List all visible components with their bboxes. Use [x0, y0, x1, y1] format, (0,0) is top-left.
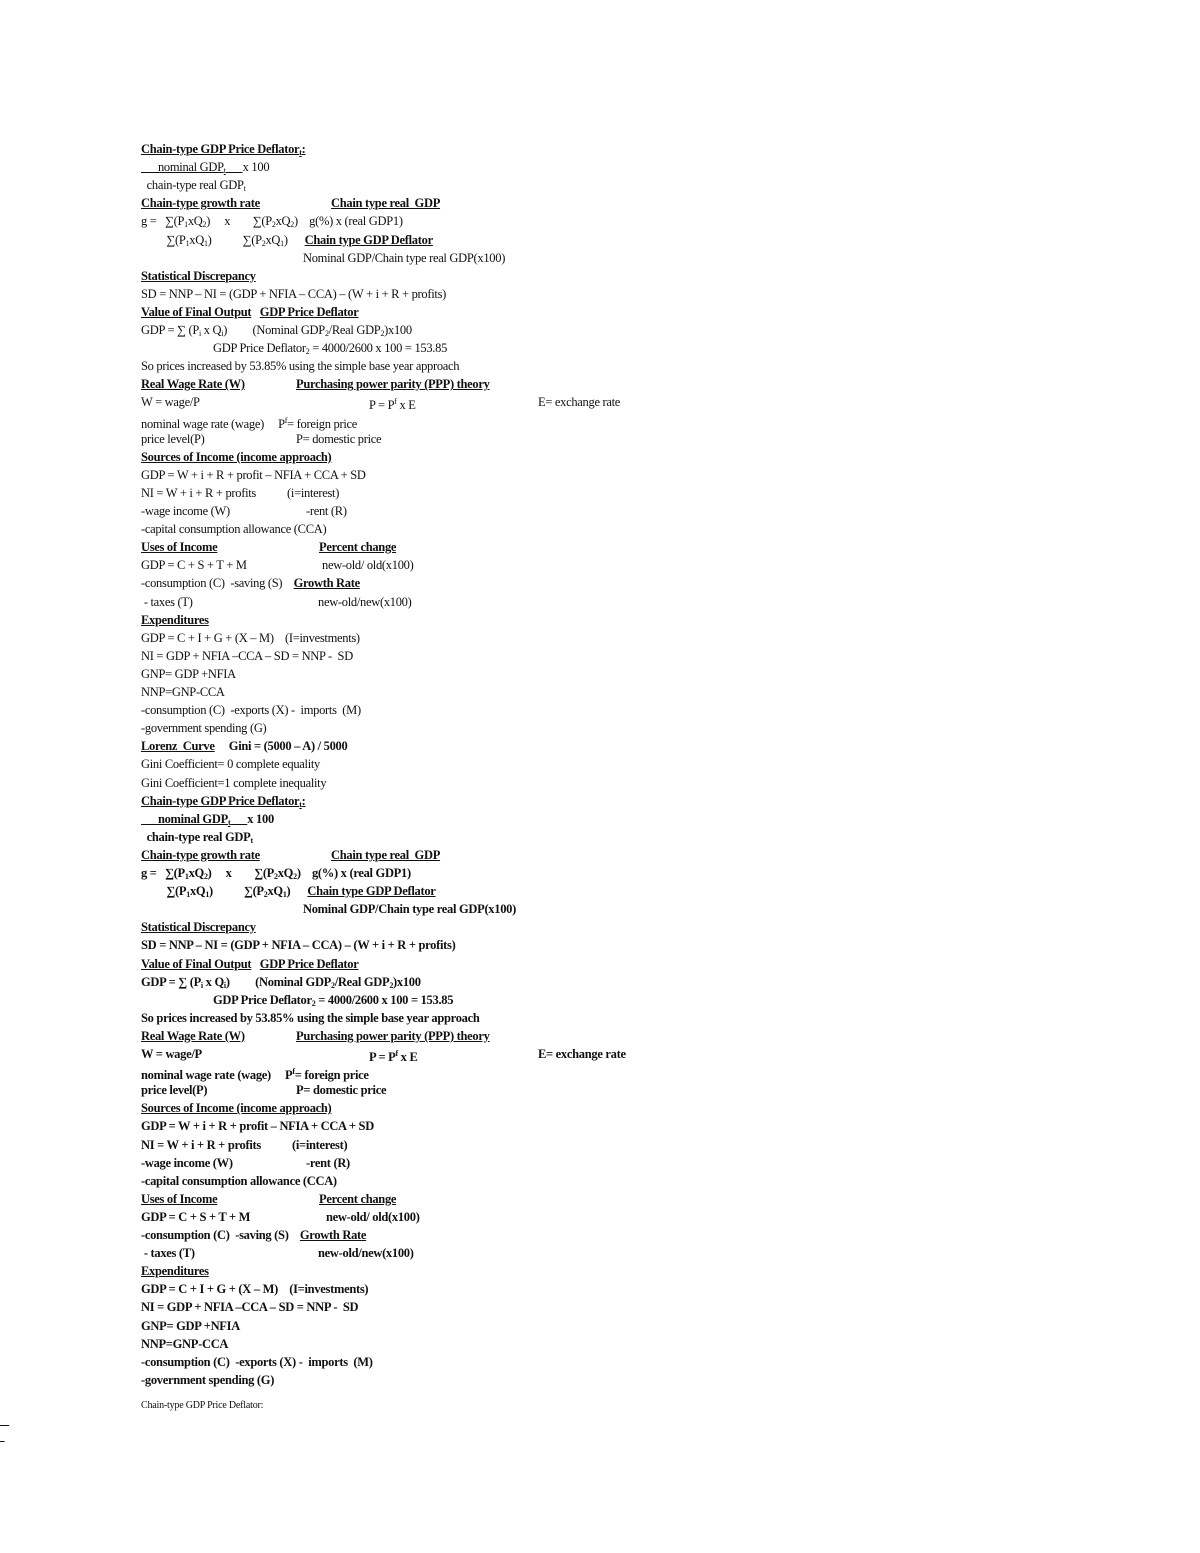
- text-run: Chain-type GDP Price Deflator: [141, 793, 300, 808]
- text-run: 1: [205, 890, 210, 900]
- text-run: SD = NNP – NI = (GDP + NFIA – CCA) – (W + i + R + profits): [141, 938, 456, 953]
- text-run: Nominal GDP/Chain type real GDP(x100): [303, 250, 506, 265]
- text-run: Value of Final Output: [141, 304, 252, 319]
- text-run: ) ∑(P: [207, 232, 262, 247]
- text-run: -rent (R): [306, 1155, 350, 1170]
- text-run: GDP = W + i + R + profit – NFIA + CCA + SD: [141, 1119, 374, 1134]
- text-run: GDP Price Deflator: [213, 341, 306, 356]
- text-run: xQ: [187, 214, 203, 229]
- text-run: SD = NNP – NI = (GDP + NFIA – CCA) – (W + i + R + profits): [141, 286, 447, 301]
- text-run: Uses of Income: [141, 1191, 218, 1206]
- text-run: xQ: [275, 214, 291, 229]
- text-run: ) (Nominal GDP: [223, 323, 325, 337]
- text-run: W = wage/P: [141, 1047, 202, 1061]
- text-run: 2: [203, 872, 208, 881]
- text-run: xQ: [267, 884, 283, 899]
- text-run: )x100: [393, 974, 421, 989]
- text-run: t: [250, 835, 253, 845]
- text-run: 2: [263, 890, 268, 900]
- text-run: ): [286, 884, 308, 899]
- text-run: Lorenz Curve: [141, 739, 215, 754]
- text-run: GDP = C + I + G + (X – M) (I=investments): [141, 1282, 369, 1297]
- text-run: E= exchange rate: [538, 1047, 626, 1061]
- text-run: = 4000/2600 x 100 = 153.85: [315, 992, 454, 1007]
- text-run: -consumption (C) -saving (S): [141, 1228, 300, 1242]
- text-run: Chain-type growth rate: [141, 847, 260, 862]
- text-run: Chain type GDP Deflator: [307, 884, 436, 899]
- text-run: Gini = (5000 – A) / 5000: [214, 739, 348, 754]
- text-run: GDP = C + S + T + M: [141, 558, 247, 573]
- text-run: ): [283, 232, 305, 247]
- text-run: -consumption (C) -exports (X) - imports (M): [141, 703, 361, 718]
- text-run: t: [223, 166, 226, 176]
- text-run: :: [301, 142, 306, 156]
- text-run: chain-type real GDP: [141, 178, 244, 193]
- text-run: GNP= GDP +NFIA: [141, 666, 236, 681]
- text-run: Real Wage Rate (W): [141, 377, 245, 392]
- text-run: /Real GDP: [334, 974, 390, 989]
- text-run: Expenditures: [141, 612, 209, 627]
- text-run: NNP=GNP-CCA: [141, 685, 225, 699]
- text-run: NI = GDP + NFIA –CCA – SD = NNP - SD: [141, 1300, 359, 1315]
- text-run: [223, 160, 243, 176]
- text-run: -capital consumption allowance (CCA): [141, 1173, 337, 1188]
- text-run: Statistical Discrepancy: [141, 268, 256, 283]
- text-run: nominal wage rate (wage) P: [141, 416, 285, 431]
- text-run: x E: [397, 1050, 418, 1064]
- text-run: Growth Rate: [299, 1228, 367, 1242]
- text-run: new-old/ old(x100): [322, 558, 414, 573]
- text-run: xQ: [265, 232, 281, 247]
- text-run: 1: [282, 890, 287, 900]
- text-run: nominal GDP: [141, 811, 228, 826]
- text-run: xQ: [188, 866, 204, 880]
- text-run: new-old/new(x100): [318, 594, 412, 609]
- text-run: 1: [203, 238, 208, 248]
- text-run: Percent change: [319, 540, 397, 555]
- text-run: nominal wage rate (wage) P: [141, 1068, 293, 1083]
- text-run: f: [292, 1067, 295, 1077]
- text-run: Growth Rate: [293, 576, 360, 591]
- text-run: ∑(P: [141, 884, 187, 899]
- text-run: Sources of Income (income approach): [141, 1101, 332, 1116]
- text-run: ) ∑(P: [209, 884, 264, 899]
- text-run: f: [395, 1049, 398, 1058]
- text-run: [251, 305, 259, 319]
- text-run: price level(P): [141, 1083, 208, 1098]
- text-run: So prices increased by 53.85% using the simple base year approach: [141, 359, 460, 374]
- text-run: )x100: [384, 323, 412, 337]
- text-run: GDP Price Deflator: [259, 304, 359, 319]
- text-run: t: [299, 799, 302, 809]
- footer-line: [0, 1398, 264, 1446]
- text-run: Chain-type growth rate: [141, 196, 260, 211]
- text-run: - taxes (T): [141, 1246, 195, 1261]
- text-run: 2: [261, 238, 266, 248]
- text-run: - taxes (T): [141, 594, 193, 609]
- text-run: price level(P): [141, 431, 205, 446]
- text-run: GDP = C + I + G + (X – M) (I=investments): [141, 630, 360, 645]
- text-run: 1: [184, 872, 189, 881]
- text-run: Statistical Discrepancy: [141, 920, 256, 935]
- text-run: E= exchange rate: [538, 395, 621, 410]
- text-run: i: [199, 329, 201, 338]
- text-run: /Real GDP: [328, 323, 381, 337]
- text-run: GDP = ∑ (P: [141, 323, 199, 337]
- text-run: GDP = W + i + R + profit – NFIA + CCA + SD: [141, 467, 366, 482]
- text-run: Chain type GDP Deflator: [304, 232, 433, 247]
- text-run: 2: [290, 220, 294, 230]
- text-run: xQ: [189, 232, 204, 247]
- text-run: :: [301, 793, 306, 808]
- text-run: x Q: [200, 323, 222, 337]
- text-run: new-old/ old(x100): [326, 1209, 420, 1224]
- text-run: ) (Nominal GDP: [225, 974, 332, 989]
- text-run: ) g(%) x (real GDP1): [296, 866, 411, 880]
- text-run: NI = W + i + R + profits (i=interest): [141, 485, 340, 500]
- text-run: 2: [305, 347, 310, 357]
- text-run: GDP = ∑ (P: [141, 974, 201, 989]
- text-run: Sources of Income (income approach): [141, 449, 332, 464]
- text-run: [227, 812, 247, 827]
- text-run: Purchasing power parity (PPP) theory: [296, 1028, 490, 1043]
- text-run: P= domestic price: [296, 1083, 387, 1098]
- text-run: 2: [271, 220, 276, 230]
- text-run: ∑(P: [141, 232, 186, 247]
- text-run: Percent change: [319, 1191, 397, 1206]
- text-run: xQ: [277, 866, 294, 880]
- text-run: P = P: [369, 1050, 396, 1064]
- text-run: Gini Coefficient= 0 complete equality: [141, 757, 321, 772]
- text-run: Chain type real GDP: [331, 196, 441, 211]
- text-run: t: [227, 817, 231, 827]
- text-run: Uses of Income: [141, 540, 218, 555]
- text-run: x 100: [242, 160, 270, 175]
- text-run: i: [223, 980, 226, 990]
- text-run: 1: [184, 220, 188, 230]
- text-run: 1: [185, 238, 190, 248]
- text-run: 2: [331, 980, 335, 990]
- text-run: g = ∑(P: [141, 866, 185, 880]
- text-run: 2: [380, 329, 385, 338]
- text-run: 2: [293, 872, 297, 881]
- text-run: -wage income (W): [141, 504, 230, 518]
- text-run: P= domestic price: [296, 431, 382, 446]
- text-run: -consumption (C) -exports (X) - imports (M): [141, 1354, 373, 1369]
- text-run: t: [299, 148, 302, 157]
- text-run: xQ: [189, 884, 206, 899]
- text-run: GDP = C + S + T + M: [141, 1209, 251, 1224]
- text-run: 1: [280, 238, 284, 248]
- text-run: -government spending (G): [141, 1372, 275, 1387]
- text-run: chain-type real GDP: [141, 829, 251, 844]
- text-run: x Q: [202, 974, 224, 989]
- text-run: f: [394, 397, 397, 407]
- text-run: [251, 957, 259, 971]
- text-run: x 100: [247, 811, 274, 826]
- text-run: 2: [311, 998, 316, 1008]
- text-run: = foreign price: [294, 1068, 369, 1083]
- text-run: f: [284, 415, 288, 425]
- text-run: Nominal GDP/Chain type real GDP(x100): [303, 902, 516, 917]
- text-run: Chain-type GDP Price Deflator: [141, 142, 300, 156]
- text-run: ) x ∑(P: [206, 214, 272, 229]
- text-run: GDP Price Deflator: [213, 992, 312, 1007]
- text-run: 2: [324, 329, 329, 338]
- text-run: new-old/new(x100): [318, 1246, 414, 1261]
- footer-text: Chain-type GDP Price Deflator:: [141, 1400, 264, 1411]
- text-run: Real Wage Rate (W): [141, 1028, 245, 1043]
- text-run: ) g(%) x (real GDP1): [294, 214, 403, 229]
- text-run: GDP Price Deflator: [259, 956, 359, 971]
- text-run: = 4000/2600 x 100 = 153.85: [309, 341, 448, 356]
- text-run: Value of Final Output: [141, 956, 252, 971]
- text-run: So prices increased by 53.85% using the simple base year approach: [141, 1010, 480, 1025]
- text-run: -rent (R): [306, 504, 347, 518]
- text-run: W = wage/P: [141, 395, 200, 410]
- text-run: P = P: [369, 398, 395, 413]
- text-run: Gini Coefficient=1 complete inequality: [141, 775, 327, 790]
- text-run: NNP=GNP-CCA: [141, 1336, 229, 1351]
- text-run: Purchasing power parity (PPP) theory: [296, 377, 490, 392]
- text-run: NI = GDP + NFIA –CCA – SD = NNP - SD: [141, 648, 353, 663]
- text-run: -government spending (G): [141, 721, 267, 736]
- text-run: 2: [274, 872, 278, 881]
- text-run: 1: [186, 890, 190, 900]
- text-run: i: [221, 329, 224, 338]
- text-run: Chain type real GDP: [331, 847, 441, 862]
- text-run: ) x ∑(P: [207, 866, 275, 880]
- text-run: -consumption (C) -saving (S): [141, 576, 294, 591]
- text-run: -capital consumption allowance (CCA): [141, 522, 327, 537]
- text-run: Expenditures: [141, 1264, 209, 1279]
- text-run: 2: [389, 980, 394, 990]
- text-run: GNP= GDP +NFIA: [141, 1318, 240, 1333]
- text-run: 2: [202, 220, 207, 230]
- text-run: nominal GDP: [141, 160, 224, 175]
- text-run: x E: [396, 398, 416, 413]
- text-run: -wage income (W): [141, 1155, 233, 1170]
- text-run: g = ∑(P: [141, 214, 185, 229]
- text-run: i: [200, 980, 203, 990]
- text-run: = foreign price: [287, 416, 357, 431]
- text-run: t: [243, 184, 246, 194]
- text-run: NI = W + i + R + profits (i=interest): [141, 1137, 348, 1152]
